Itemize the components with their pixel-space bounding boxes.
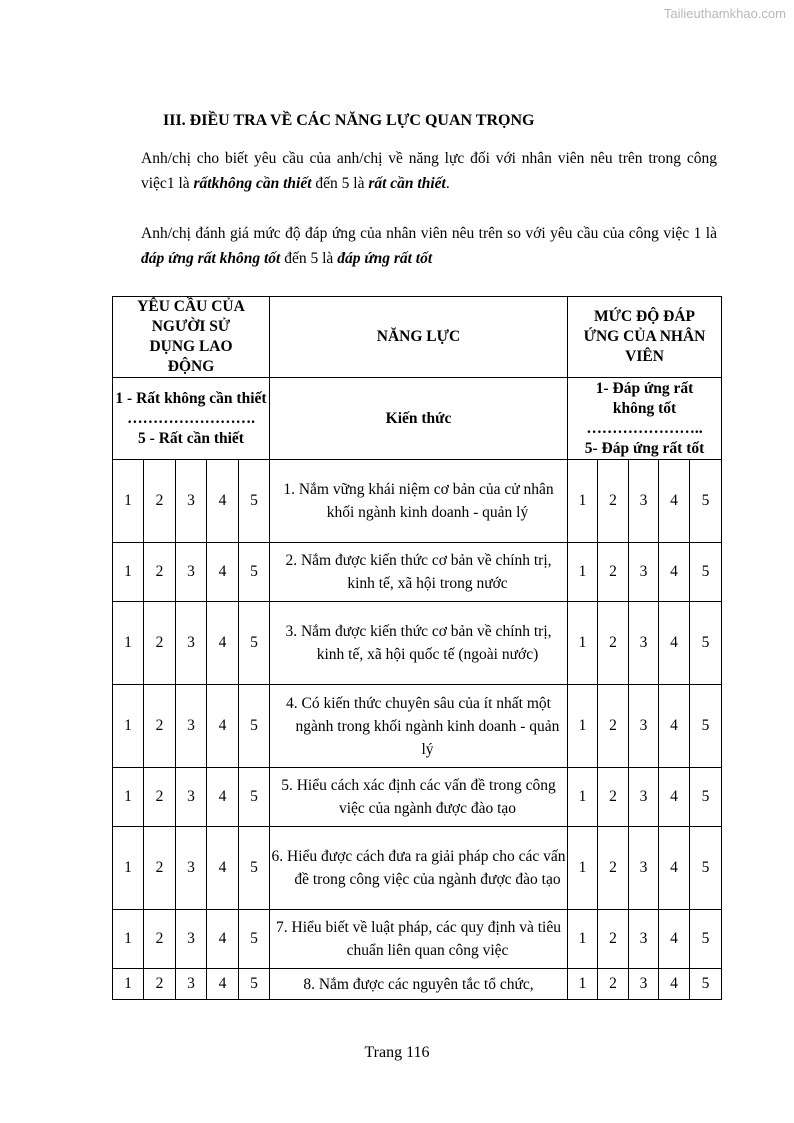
requirement-rating-5[interactable]: 5 (239, 602, 270, 685)
requirement-rating-2[interactable]: 2 (144, 910, 176, 969)
response-rating-3[interactable]: 3 (629, 768, 659, 827)
requirement-rating-2[interactable]: 2 (144, 768, 176, 827)
requirement-rating-1[interactable]: 1 (113, 969, 144, 1000)
response-rating-3[interactable]: 3 (629, 685, 659, 768)
requirement-rating-5[interactable]: 5 (239, 460, 270, 543)
response-rating-4[interactable]: 4 (659, 543, 690, 602)
requirement-rating-4[interactable]: 4 (207, 460, 239, 543)
requirement-scale-dots: ……………………. (127, 409, 255, 427)
response-rating-4[interactable]: 4 (659, 685, 690, 768)
response-rating-2[interactable]: 2 (598, 768, 629, 827)
requirement-rating-3[interactable]: 3 (176, 768, 207, 827)
response-rating-4[interactable]: 4 (659, 910, 690, 969)
table-row (113, 827, 722, 910)
response-rating-1[interactable]: 1 (568, 910, 598, 969)
requirement-rating-4[interactable]: 4 (207, 827, 239, 910)
response-rating-2[interactable]: 2 (598, 685, 629, 768)
response-rating-3[interactable]: 3 (629, 910, 659, 969)
requirement-rating-1[interactable]: 1 (113, 768, 144, 827)
requirement-rating-3[interactable]: 3 (176, 685, 207, 768)
response-rating-4[interactable]: 4 (659, 827, 690, 910)
response-rating-3[interactable]: 3 (629, 969, 659, 1000)
competency-text: 5. Hiểu cách xác định các vấn đề trong công việc của ngành được đào tạo (281, 777, 556, 817)
table-row (113, 910, 722, 969)
response-rating-2[interactable]: 2 (598, 460, 629, 543)
requirement-rating-4[interactable]: 4 (207, 602, 239, 685)
requirement-rating-4[interactable]: 4 (207, 543, 239, 602)
table-row (113, 602, 722, 685)
header-response-level: MỨC ĐỘ ĐÁP ỨNG CỦA NHÂN VIÊN (568, 297, 722, 378)
response-scale-dots: ………………….. (586, 419, 703, 437)
table-row (113, 460, 722, 543)
requirement-rating-2[interactable]: 2 (144, 969, 176, 1000)
response-rating-4[interactable]: 4 (659, 460, 690, 543)
requirement-rating-2[interactable]: 2 (144, 602, 176, 685)
response-rating-3[interactable]: 3 (629, 827, 659, 910)
competency-text: 3. Nắm được kiến thức cơ bản về chính trị, kinh tế, xã hội quốc tế (ngoài nước) (285, 623, 552, 663)
competency-text: 1. Nắm vững khái niệm cơ bản của cử nhân khối ngành kinh doanh - quản lý (283, 481, 554, 521)
requirement-scale (113, 378, 270, 460)
response-rating-5[interactable]: 5 (690, 768, 722, 827)
competency-item (270, 827, 568, 910)
requirement-rating-1[interactable]: 1 (113, 827, 144, 910)
para2-emphasis-low: đáp ứng rất không tốt (141, 250, 281, 267)
response-rating-1[interactable]: 1 (568, 969, 598, 1000)
requirement-rating-5[interactable]: 5 (239, 910, 270, 969)
page-number: Trang 116 (364, 1044, 430, 1061)
section-heading: III. ĐIỀU TRA VỀ CÁC NĂNG LỰC QUAN TRỌNG (163, 112, 535, 129)
instruction-paragraph-1 (141, 146, 717, 196)
para1-emphasis-high: rất cần thiết (368, 175, 446, 192)
requirement-rating-3[interactable]: 3 (176, 969, 207, 1000)
response-scale (568, 378, 722, 460)
table-row (113, 768, 722, 827)
knowledge-subheader: Kiến thức (270, 378, 568, 460)
response-scale-high: 5- Đáp ứng rất tốt (584, 439, 705, 457)
requirement-rating-1[interactable]: 1 (113, 685, 144, 768)
response-rating-4[interactable]: 4 (659, 969, 690, 1000)
response-rating-1[interactable]: 1 (568, 460, 598, 543)
para1-text-end: . (445, 175, 450, 192)
requirement-rating-5[interactable]: 5 (239, 685, 270, 768)
header-competency: NĂNG LỰC (270, 297, 568, 378)
requirement-scale-low: 1 - Rất không cần thiết (115, 389, 267, 407)
response-rating-1[interactable]: 1 (568, 685, 598, 768)
competency-text: 2. Nắm được kiến thức cơ bản về chính trị, kinh tế, xã hội trong nước (285, 552, 552, 592)
response-rating-5[interactable]: 5 (690, 827, 722, 910)
para2-emphasis-high: đáp ứng rất tốt (337, 250, 433, 267)
response-rating-2[interactable]: 2 (598, 969, 629, 1000)
competency-item (270, 543, 568, 602)
requirement-rating-1[interactable]: 1 (113, 602, 144, 685)
response-rating-3[interactable]: 3 (629, 602, 659, 685)
requirement-rating-3[interactable]: 3 (176, 910, 207, 969)
response-rating-1[interactable]: 1 (568, 543, 598, 602)
response-rating-1[interactable]: 1 (568, 768, 598, 827)
response-rating-2[interactable]: 2 (598, 827, 629, 910)
requirement-rating-2[interactable]: 2 (144, 460, 176, 543)
survey-table (112, 296, 722, 1000)
competency-text: 4. Có kiến thức chuyên sâu của ít nhất một ngành trong khối ngành kinh doanh - quản lý (286, 694, 560, 758)
response-rating-4[interactable]: 4 (659, 768, 690, 827)
response-rating-2[interactable]: 2 (598, 543, 629, 602)
watermark: Tailieuthamkhao.com (663, 6, 786, 21)
requirement-rating-1[interactable]: 1 (113, 910, 144, 969)
para1-text: Anh/chị cho biết yêu cầu của anh/chị về năng lực đối với nhân viên nêu trên trong công việc1 là (141, 150, 717, 192)
response-rating-4[interactable]: 4 (659, 602, 690, 685)
requirement-rating-4[interactable]: 4 (207, 685, 239, 768)
competency-item (270, 768, 568, 827)
requirement-rating-4[interactable]: 4 (207, 768, 239, 827)
table-row (113, 543, 722, 602)
competency-text: 7. Hiểu biết về luật pháp, các quy định và tiêu chuẩn liên quan công việc (276, 919, 561, 959)
requirement-rating-2[interactable]: 2 (144, 827, 176, 910)
requirement-rating-5[interactable]: 5 (239, 768, 270, 827)
para1-emphasis-low: rấtkhông cần thiết (193, 175, 312, 192)
para2-text-mid: đến 5 là (280, 250, 338, 267)
response-rating-3[interactable]: 3 (629, 460, 659, 543)
response-rating-2[interactable]: 2 (598, 602, 629, 685)
competency-item (270, 969, 568, 1000)
table-row (113, 969, 722, 1000)
requirement-rating-2[interactable]: 2 (144, 685, 176, 768)
competency-item (270, 910, 568, 969)
response-scale-low: 1- Đáp ứng rất không tốt (595, 379, 694, 417)
competency-item (270, 685, 568, 768)
requirement-rating-5[interactable]: 5 (239, 827, 270, 910)
para1-text-mid: đến 5 là (311, 175, 369, 192)
requirement-rating-4[interactable]: 4 (207, 969, 239, 1000)
requirement-rating-5[interactable]: 5 (239, 969, 270, 1000)
competency-item (270, 602, 568, 685)
requirement-scale-high: 5 - Rất cần thiết (138, 429, 244, 447)
response-rating-5[interactable]: 5 (690, 969, 722, 1000)
requirement-rating-1[interactable]: 1 (113, 460, 144, 543)
response-rating-1[interactable]: 1 (568, 602, 598, 685)
response-rating-5[interactable]: 5 (690, 685, 722, 768)
table-scale-row (113, 378, 722, 460)
response-rating-3[interactable]: 3 (629, 543, 659, 602)
response-rating-5[interactable]: 5 (690, 910, 722, 969)
response-rating-1[interactable]: 1 (568, 827, 598, 910)
requirement-rating-2[interactable]: 2 (144, 543, 176, 602)
table-row (113, 685, 722, 768)
competency-text: 8. Nắm được các nguyên tắc tổ chức, (303, 975, 534, 993)
requirement-rating-1[interactable]: 1 (113, 543, 144, 602)
table-header-row (113, 297, 722, 378)
response-rating-2[interactable]: 2 (598, 910, 629, 969)
response-rating-5[interactable]: 5 (690, 602, 722, 685)
requirement-rating-4[interactable]: 4 (207, 910, 239, 969)
requirement-rating-3[interactable]: 3 (176, 543, 207, 602)
requirement-rating-5[interactable]: 5 (239, 543, 270, 602)
header-requirement: YÊU CẦU CỦA NGƯỜI SỬ DỤNG LAO ĐỘNG (113, 297, 270, 378)
competency-item (270, 460, 568, 543)
response-rating-5[interactable]: 5 (690, 543, 722, 602)
requirement-rating-3[interactable]: 3 (176, 460, 207, 543)
instruction-paragraph-2 (141, 221, 717, 271)
competency-text: 6. Hiểu được cách đưa ra giải pháp cho các vấn đề trong công việc của ngành được đào tạo (271, 848, 566, 888)
response-rating-5[interactable]: 5 (690, 460, 722, 543)
requirement-rating-3[interactable]: 3 (176, 827, 207, 910)
requirement-rating-3[interactable]: 3 (176, 602, 207, 685)
para2-text: Anh/chị đánh giá mức độ đáp ứng của nhân viên nêu trên so với yêu cầu của công việc 1 là (141, 225, 717, 242)
